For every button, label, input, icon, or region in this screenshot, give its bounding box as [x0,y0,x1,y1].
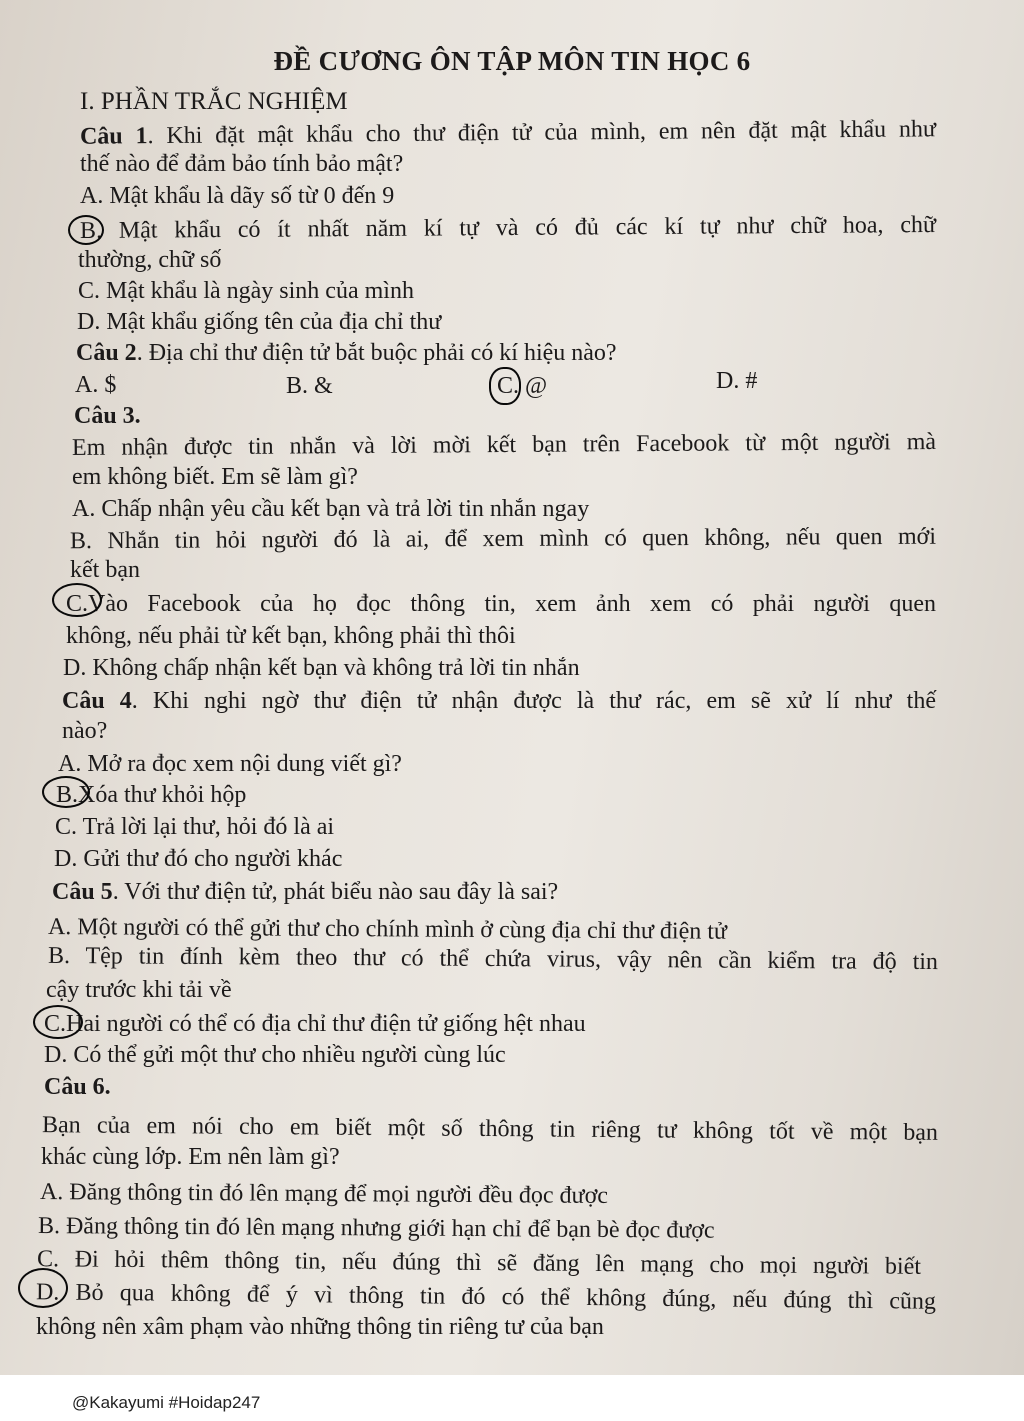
q2-option-c: C. @ [497,373,548,399]
q3-option-d: D. Không chấp nhận kết bạn và không trả lời tin nhắn [63,655,580,681]
q1-option-d: D. Mật khẩu giống tên của địa chỉ thư [77,309,442,335]
section-heading: I. PHẦN TRẮC NGHIỆM [80,88,348,115]
q2-option-a: A. $ [75,372,117,398]
answer-circle-q1-b [68,215,104,245]
answer-circle-q6-d [18,1268,68,1308]
q6-option-d-cont: không nên xâm phạm vào những thông tin riêng tư của bạn [36,1314,604,1340]
question-5-label: Câu 5 [52,879,113,905]
question-6-label: Câu 6. [44,1074,111,1100]
question-2-label: Câu 2 [76,340,137,366]
q6-option-c: C. Đi hỏi thêm thông tin, nếu đúng thì sẽ đăng lên mạng cho mọi người biết [36,1246,922,1280]
document-title: ĐỀ CƯƠNG ÔN TẬP MÔN TIN HỌC 6 [273,46,751,76]
answer-circle-q4-b [42,776,90,808]
question-4-stem-cont: nào? [62,718,108,744]
q2-option-d: D. # [716,368,758,394]
answer-circle-q3-c [52,583,102,617]
q1-option-b: B. Mật khẩu có ít nhất năm kí tự và có đủ các kí tự như chữ hoa, chữ [79,212,937,244]
question-1-stem-cont: thế nào để đảm bảo tính bảo mật? [80,151,404,177]
q6-option-b: B. Đăng thông tin đó lên mạng nhưng giới hạn chỉ để bạn bè đọc được [37,1213,715,1244]
q5-option-a: A. Một người có thể gửi thư cho chính mình ở cùng địa chỉ thư điện tử [47,914,728,945]
q3-option-c-cont: không, nếu phải từ kết bạn, không phải thì thôi [66,623,516,649]
q1-option-b-cont: thường, chữ số [78,247,222,273]
question-6-stem-cont: khác cùng lớp. Em nên làm gì? [41,1144,340,1170]
answer-circle-q5-c [33,1005,83,1039]
q4-option-a: A. Mở ra đọc xem nội dung viết gì? [58,751,402,777]
question-5-stem: Câu 5. Với thư điện tử, phát biểu nào sau đây là sai? [52,879,559,905]
q4-option-c: C. Trả lời lại thư, hỏi đó là ai [55,814,335,840]
q3-option-b: B. Nhắn tin hỏi người đó là ai, để xem mình có quen không, nếu quen mới [69,523,937,555]
q3-option-a: A. Chấp nhận yêu cầu kết bạn và trả lời tin nhắn ngay [72,496,590,522]
q4-option-b: B.Xóa thư khỏi hộp [56,782,247,808]
q1-option-c: C. Mật khẩu là ngày sinh của mình [78,278,414,304]
question-2-stem: Câu 2. Địa chỉ thư điện tử bắt buộc phải có kí hiệu nào? [76,340,617,366]
q5-option-d: D. Có thể gửi một thư cho nhiều người cùng lúc [44,1042,506,1068]
question-6-stem: Bạn của em nói cho em biết một số thông tin riêng tư không tốt về một bạn [41,1112,939,1146]
q4-option-d: D. Gửi thư đó cho người khác [54,846,343,872]
question-3-stem-cont: em không biết. Em sẽ làm gì? [72,464,358,490]
q2-option-b: B. & [286,373,333,399]
q1-option-a: A. Mật khẩu là dãy số từ 0 đến 9 [80,183,395,209]
q3-option-c: C.Vào Facebook của họ đọc thông tin, xem ảnh xem có phải người quen [66,591,936,617]
q5-option-b: B. Tệp tin đính kèm theo thư có thể chứa virus, vậy nên cần kiểm tra độ tin [47,942,939,976]
question-4-label: Câu 4 [62,688,132,714]
question-3-label: Câu 3. [74,403,141,429]
q6-option-a: A. Đăng thông tin đó lên mạng để mọi người đều đọc được [39,1179,609,1209]
watermark-caption: @Kakayumi #Hoidap247 [72,1393,261,1412]
q5-option-c: C.Hai người có thể có địa chỉ thư điện tử giống hệt nhau [44,1011,586,1037]
q6-option-d: D. Bỏ qua không để ý vì thông tin đó có thể không đúng, nếu đúng thì cũng [35,1279,937,1315]
question-1-stem: Câu 1. Khi đặt mật khẩu cho thư điện tử của mình, em nên đặt mật khẩu như [79,116,937,150]
q3-option-b-cont: kết bạn [70,557,140,583]
answer-circle-q2-c [489,367,521,405]
question-1-label: Câu 1 [79,123,148,150]
question-3-stem: Em nhận được tin nhắn và lời mời kết bạn trên Facebook từ một người mà [71,428,937,462]
question-4-stem: Câu 4. Khi nghi ngờ thư điện tử nhận được là thư rác, em sẽ xử lí như thế [62,688,936,714]
q5-option-b-cont: cậy trước khi tải về [46,977,232,1003]
